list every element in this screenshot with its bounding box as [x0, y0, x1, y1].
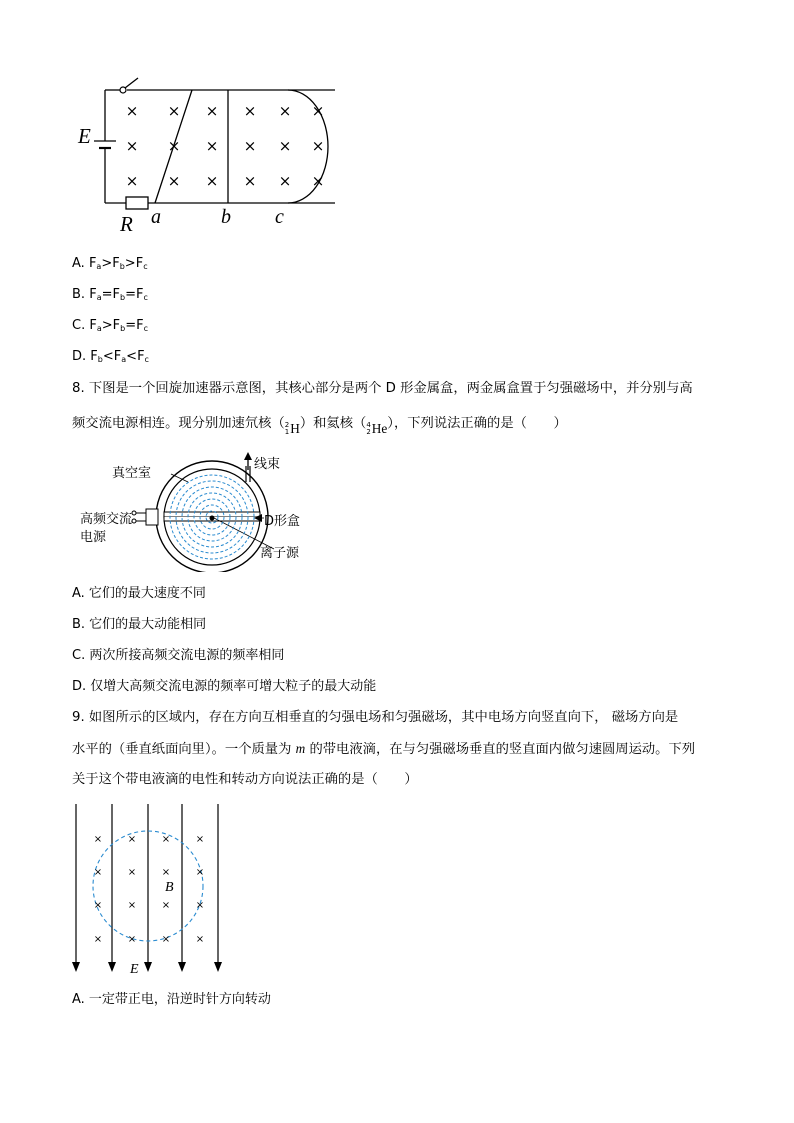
- svg-text:×: ×: [93, 834, 103, 845]
- svg-text:×: ×: [205, 172, 219, 190]
- field-figure: [66, 802, 236, 982]
- q8-stem-line1: 8. 下图是一个回旋加速器示意图，其核心部分是两个 D 形金属盒，两金属盒置于匀强磁场中，并分别与高: [72, 381, 693, 396]
- svg-text:×: ×: [127, 834, 137, 845]
- svg-text:×: ×: [125, 137, 139, 155]
- field-diagram: [66, 802, 236, 982]
- svg-text:×: ×: [243, 102, 257, 120]
- electric-field-label: E: [130, 962, 139, 977]
- svg-text:×: ×: [93, 934, 103, 945]
- q7-option-a[interactable]: A. $F_a>F_b>F_c$: [72, 256, 148, 271]
- svg-text:×: ×: [161, 934, 171, 945]
- power-source-label-line1: 高频交流: [80, 512, 133, 527]
- rod-c-label: c: [275, 206, 284, 228]
- svg-text:×: ×: [127, 867, 137, 878]
- svg-text:×: ×: [125, 102, 139, 120]
- d-box-label: D形盒: [264, 514, 301, 529]
- resistor-label: R: [120, 212, 133, 236]
- svg-text:×: ×: [311, 137, 325, 155]
- ion-source-label: 离子源: [260, 546, 300, 561]
- svg-text:×: ×: [278, 102, 292, 120]
- svg-text:×: ×: [167, 102, 181, 120]
- power-source-label-line2: 电源: [80, 530, 107, 545]
- svg-text:×: ×: [161, 900, 171, 911]
- q7-option-d[interactable]: D. $F_b<F_a<F_c$: [72, 349, 149, 364]
- svg-text:×: ×: [195, 867, 205, 878]
- svg-text:×: ×: [167, 137, 181, 155]
- svg-text:×: ×: [161, 834, 171, 845]
- rod-b-label: b: [221, 206, 231, 228]
- q9-stem-line2: 水平的（垂直纸面向里）。一个质量为 m 的带电液滴，在与匀强磁场垂直的竖直面内做匀速圆周运动。下列: [72, 741, 696, 757]
- svg-text:×: ×: [311, 102, 325, 120]
- svg-text:×: ×: [243, 137, 257, 155]
- battery-label: E: [78, 124, 91, 148]
- q8-option-c[interactable]: C. 两次所接高频交流电源的频率相同: [72, 648, 285, 663]
- svg-text:×: ×: [167, 172, 181, 190]
- svg-text:×: ×: [195, 900, 205, 911]
- q7-option-b[interactable]: B. $F_a=F_b=F_c$: [72, 287, 148, 302]
- q9-stem-line1: 9. 如图所示的区域内，存在方向互相垂直的匀强电场和匀强磁场，其中电场方向竖直向下， 磁场方向是: [72, 710, 679, 725]
- svg-text:×: ×: [278, 137, 292, 155]
- rod-a-label: a: [151, 206, 161, 228]
- rail-circuit-diagram: [70, 70, 350, 240]
- svg-text:×: ×: [93, 900, 103, 911]
- q8-option-b[interactable]: B. 它们的最大动能相同: [72, 617, 207, 632]
- svg-text:×: ×: [195, 834, 205, 845]
- q9-stem-line3: 关于这个带电液滴的电性和转动方向说法正确的是（ ）: [72, 772, 418, 787]
- svg-text:×: ×: [205, 137, 219, 155]
- svg-text:×: ×: [278, 172, 292, 190]
- svg-text:×: ×: [125, 172, 139, 190]
- helium-symbol: 4 2 He: [366, 421, 388, 436]
- magnetic-field-label: B: [165, 880, 174, 895]
- svg-text:×: ×: [311, 172, 325, 190]
- beam-label: 线束: [254, 457, 281, 472]
- svg-text:×: ×: [127, 934, 137, 945]
- svg-text:×: ×: [205, 102, 219, 120]
- rail-circuit-figure: [70, 70, 350, 240]
- svg-text:×: ×: [161, 867, 171, 878]
- svg-text:×: ×: [127, 900, 137, 911]
- svg-text:×: ×: [195, 934, 205, 945]
- q8-option-a[interactable]: A. 它们的最大速度不同: [72, 586, 206, 601]
- q7-option-c[interactable]: C. $F_a>F_b=F_c$: [72, 318, 149, 333]
- svg-text:×: ×: [243, 172, 257, 190]
- svg-text:×: ×: [93, 867, 103, 878]
- q8-option-d[interactable]: D. 仅增大高频交流电源的频率可增大粒子的最大动能: [72, 679, 377, 694]
- q8-stem-line2: 频交流电源相连。现分别加速氘核（ 2 1 H ）和氦核（ 4 2 He ），下列说法正确的是（ ）: [72, 414, 567, 439]
- deuteron-symbol: 2 1 H: [284, 421, 300, 436]
- cyclotron-figure: [78, 452, 328, 572]
- vacuum-chamber-label: 真空室: [112, 466, 152, 481]
- q9-option-a[interactable]: A. 一定带正电，沿逆时针方向转动: [72, 992, 271, 1007]
